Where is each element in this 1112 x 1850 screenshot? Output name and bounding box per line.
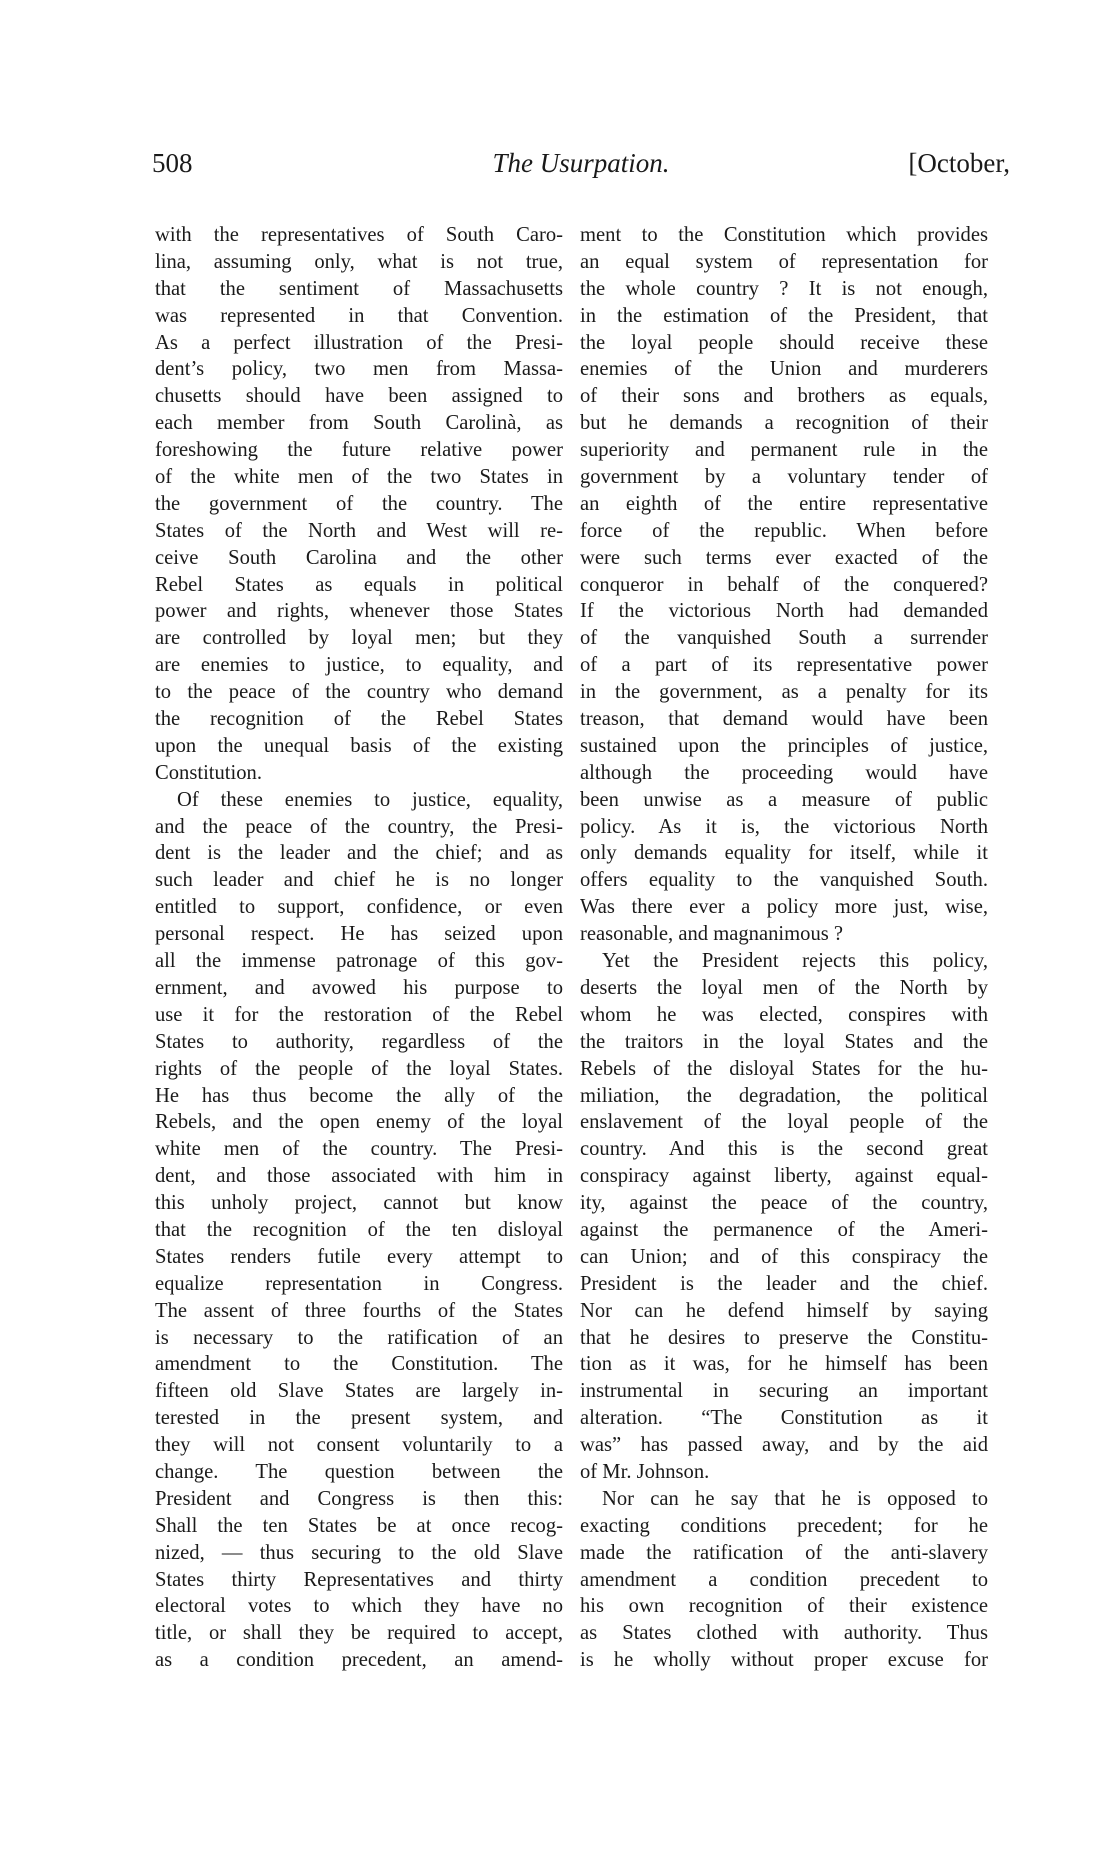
text-line: superiority and permanent rule in the [580, 439, 988, 462]
text-line: that the sentiment of Massachusetts [155, 277, 563, 300]
text-line: his own recognition of their existence [580, 1595, 988, 1618]
text-line: Rebels of the disloyal States for the hu- [580, 1057, 988, 1080]
page-number: 508 [152, 148, 193, 178]
text-line: is necessary to the ratification of an [155, 1326, 563, 1349]
text-line: equalize representation in Congress. [155, 1272, 563, 1295]
text-line: amendment a condition precedent to [580, 1568, 988, 1591]
text-line: dent, and those associated with him in [155, 1165, 563, 1188]
text-line: power and rights, whenever those States [155, 600, 563, 623]
text-column-right [580, 222, 988, 1674]
text-line: to the peace of the country who demand [155, 681, 563, 704]
text-line: The assent of three fourths of the States [155, 1299, 563, 1322]
text-line: an eighth of the entire representative [580, 492, 988, 515]
text-line: conspiracy against liberty, against equal- [580, 1165, 988, 1188]
text-line: of their sons and brothers as equals, [580, 385, 988, 408]
text-line: exacting conditions precedent; for he [580, 1514, 988, 1537]
text-line: each member from South Carolinà, as [155, 412, 563, 435]
text-line: enemies of the Union and murderers [580, 358, 988, 381]
text-line: such leader and chief he is no longer [155, 869, 563, 892]
text-line: Nor can he say that he is opposed to [602, 1487, 988, 1510]
text-line: miliation, the degradation, the political [580, 1084, 988, 1107]
text-line: force of the republic. When before [580, 519, 988, 542]
text-line: He has thus become the ally of the [155, 1084, 563, 1107]
text-line: were such terms ever exacted of the [580, 546, 988, 569]
text-line: although the proceeding would have [580, 761, 988, 784]
text-line: ceive South Carolina and the other [155, 546, 563, 569]
text-line: Was there ever a policy more just, wise, [580, 896, 988, 919]
text-line: was represented in that Convention. [155, 304, 563, 327]
text-line: lina, assuming only, what is not true, [155, 250, 563, 273]
text-line: was” has passed away, and by the aid [580, 1434, 988, 1457]
text-line: been unwise as a measure of public [580, 788, 988, 811]
text-line: of the vanquished South a surrender [580, 627, 988, 650]
text-line: the traitors in the loyal States and the [580, 1030, 988, 1053]
text-line: an equal system of representation for [580, 250, 988, 273]
running-month: [October, [908, 148, 1010, 178]
text-line: title, or shall they be required to accept, [155, 1622, 563, 1645]
text-line: tion as it was, for he himself has been [580, 1353, 988, 1376]
text-line: in the government, as a penalty for its [580, 681, 988, 704]
text-line: in the estimation of the President, that [580, 304, 988, 327]
text-line: States thirty Representatives and thirty [155, 1568, 563, 1591]
text-line: Yet the President rejects this policy, [602, 950, 988, 973]
text-line: but he demands a recognition of their [580, 412, 988, 435]
text-line: is he wholly without proper excuse for [580, 1649, 988, 1672]
text-line: all the immense patronage of this gov- [155, 950, 563, 973]
text-line: with the representatives of South Caro- [155, 224, 563, 246]
text-column-left [155, 222, 563, 1674]
text-line: and the peace of the country, the Presi- [155, 815, 563, 838]
text-line: fifteen old Slave States are largely in- [155, 1380, 563, 1403]
text-line: the government of the country. The [155, 492, 563, 515]
text-line: conqueror in behalf of the conquered? [580, 573, 988, 596]
text-line: foreshowing the future relative power [155, 439, 563, 462]
text-line: deserts the loyal men of the North by [580, 976, 988, 999]
text-line: reasonable, and magnanimous ? [580, 923, 844, 946]
text-line: policy. As it is, the victorious North [580, 815, 988, 838]
text-line: Of these enemies to justice, equality, [177, 788, 563, 811]
text-line: the whole country ? It is not enough, [580, 277, 988, 300]
text-line: whom he was elected, conspires with [580, 1003, 988, 1026]
text-line: of the white men of the two States in [155, 466, 563, 489]
text-line: terested in the present system, and [155, 1407, 563, 1430]
text-line: Shall the ten States be at once recog- [155, 1514, 563, 1537]
text-line: States of the North and West will re- [155, 519, 563, 542]
text-line: the recognition of the Rebel States [155, 708, 563, 731]
text-line: of a part of its representative power [580, 654, 988, 677]
text-line: use it for the restoration of the Rebel [155, 1003, 563, 1026]
text-line: enslavement of the loyal people of the [580, 1111, 988, 1134]
text-line: against the permanence of the Ameri- [580, 1218, 988, 1241]
text-line: this unholy project, cannot but know [155, 1192, 563, 1215]
text-line: that the recognition of the ten disloyal [155, 1218, 563, 1241]
text-line: ernment, and avowed his purpose to [155, 976, 563, 999]
running-header [152, 148, 1010, 188]
text-line: only demands equality for itself, while it [580, 842, 988, 865]
text-line: made the ratification of the anti-slavery [580, 1541, 988, 1564]
text-line: alteration. “The Constitution as it [580, 1407, 988, 1430]
text-line: Rebel States as equals in political [155, 573, 563, 596]
text-line: treason, that demand would have been [580, 708, 988, 731]
text-line: President is the leader and the chief. [580, 1272, 988, 1295]
text-line: dent’s policy, two men from Massa- [155, 358, 563, 381]
text-line: States renders futile every attempt to [155, 1245, 563, 1268]
text-line: amendment to the Constitution. The [155, 1353, 563, 1376]
text-line: can Union; and of this conspiracy the [580, 1245, 988, 1268]
text-line: sustained upon the principles of justice, [580, 734, 988, 757]
text-line: instrumental in securing an important [580, 1380, 988, 1403]
text-line: as States clothed with authority. Thus [580, 1622, 988, 1645]
text-line: upon the unequal basis of the existing [155, 734, 563, 757]
text-line: As a perfect illustration of the Presi- [155, 331, 563, 354]
text-line: ment to the Constitution which provides [580, 224, 988, 246]
text-line: white men of the country. The Presi- [155, 1138, 563, 1161]
text-line: electoral votes to which they have no [155, 1595, 563, 1618]
text-line: government by a voluntary tender of [580, 466, 988, 489]
text-line: States to authority, regardless of the [155, 1030, 563, 1053]
running-title: The Usurpation. [492, 148, 670, 178]
text-line: dent is the leader and the chief; and as [155, 842, 563, 865]
text-line: are controlled by loyal men; but they [155, 627, 563, 650]
text-line: Constitution. [155, 761, 262, 784]
text-line: ity, against the peace of the country, [580, 1192, 988, 1215]
text-line: Nor can he defend himself by saying [580, 1299, 988, 1322]
text-line: Rebels, and the open enemy of the loyal [155, 1111, 563, 1134]
text-line: offers equality to the vanquished South. [580, 869, 988, 892]
text-line: If the victorious North had demanded [580, 600, 988, 623]
text-line: President and Congress is then this: [155, 1487, 563, 1510]
text-line: as a condition precedent, an amend- [155, 1649, 563, 1672]
text-line: of Mr. Johnson. [580, 1460, 710, 1483]
text-line: that he desires to preserve the Constitu- [580, 1326, 988, 1349]
text-line: personal respect. He has seized upon [155, 923, 563, 946]
text-line: country. And this is the second great [580, 1138, 988, 1161]
text-line: entitled to support, confidence, or even [155, 896, 563, 919]
text-line: change. The question between the [155, 1460, 563, 1483]
text-line: nized, — thus securing to the old Slave [155, 1541, 563, 1564]
text-line: they will not consent voluntarily to a [155, 1434, 563, 1457]
text-line: chusetts should have been assigned to [155, 385, 563, 408]
text-line: are enemies to justice, to equality, and [155, 654, 563, 677]
text-line: the loyal people should receive these [580, 331, 988, 354]
text-line: rights of the people of the loyal States. [155, 1057, 563, 1080]
